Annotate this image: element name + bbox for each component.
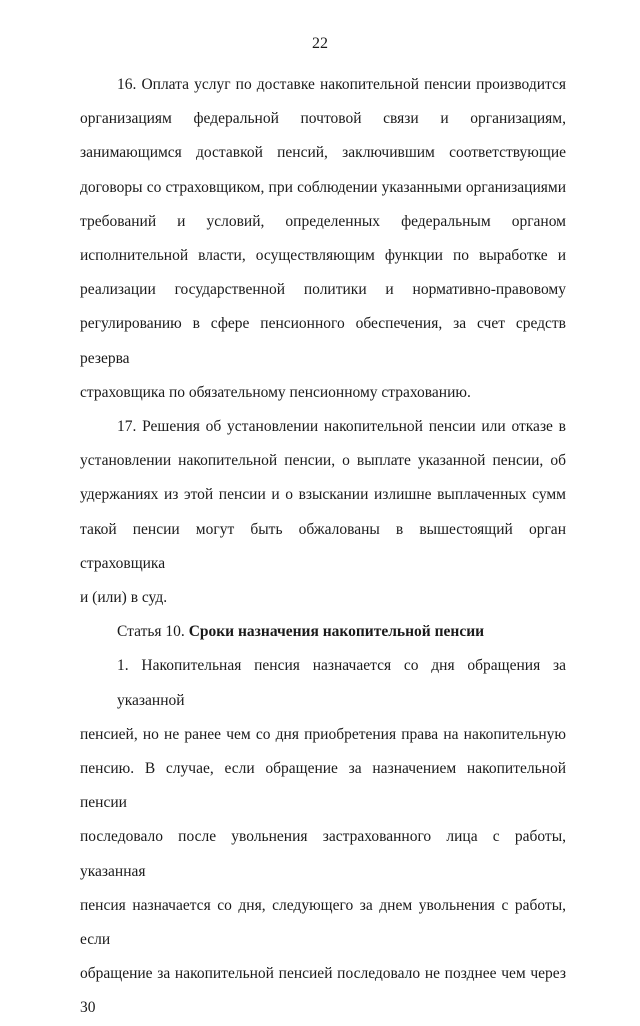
paragraph-1 (80, 649, 566, 1025)
paragraph-16-line: требований и условий, определенных федеральным органом (80, 212, 566, 230)
paragraph-1-line: последовало после увольнения застрахованного лица с работы, указанная (80, 828, 566, 880)
paragraph-17-line: и (или) в суд. (80, 589, 168, 607)
paragraph-17-line: 17. Решения об установлении накопительной пенсии или отказе в (117, 418, 566, 436)
article-title: Сроки назначения накопительной пенсии (188, 623, 485, 641)
paragraph-17 (80, 410, 566, 615)
paragraph-16-line: исполнительной власти, осуществляющим функции по выработке и (80, 247, 566, 265)
paragraph-16 (80, 68, 566, 410)
article-heading (80, 615, 566, 649)
document-body (80, 68, 566, 1026)
paragraph-17-line: удержаниях из этой пенсии и о взыскании излишне выплаченных сумм (80, 486, 566, 504)
paragraph-1-line: 1. Накопительная пенсия назначается со дня обращения за указанной (117, 657, 566, 709)
paragraph-1-line: пенсию. В случае, если обращение за назначением накопительной пенсии (80, 760, 566, 812)
paragraph-16-line: 16. Оплата услуг по доставке накопительной пенсии производится (117, 76, 566, 93)
paragraph-1-line: пенсией, но не ранее чем со дня приобретения права на накопительную (80, 725, 566, 743)
paragraph-16-line: договоры со страховщиком, при соблюдении указанными организациями (80, 178, 566, 196)
paragraph-16-line: реализации государственной политики и нормативно-правовому (80, 281, 566, 299)
paragraph-1-line: пенсия назначается со дня, следующего за днем увольнения с работы, если (80, 896, 566, 949)
paragraph-16-line: страховщика по обязательному пенсионному страхованию. (80, 383, 471, 401)
paragraph-1-line: обращение за накопительной пенсией последовало не позднее чем через 30 (80, 965, 566, 1017)
paragraph-17-line: такой пенсии могут быть обжалованы в вышестоящий орган страховщика (80, 520, 566, 572)
paragraph-17-line: установлении накопительной пенсии, о выплате указанной пенсии, об (80, 452, 566, 470)
paragraph-16-line: регулированию в сфере пенсионного обеспечения, за счет средств резерва (80, 315, 566, 367)
paragraph-16-line: занимающимся доставкой пенсий, заключившим соответствующие (80, 144, 566, 162)
page-number: 22 (312, 35, 328, 52)
article-number: Статья 10. (117, 623, 189, 641)
paragraph-16-line: организациям федеральной почтовой связи и организациям, (80, 110, 566, 128)
